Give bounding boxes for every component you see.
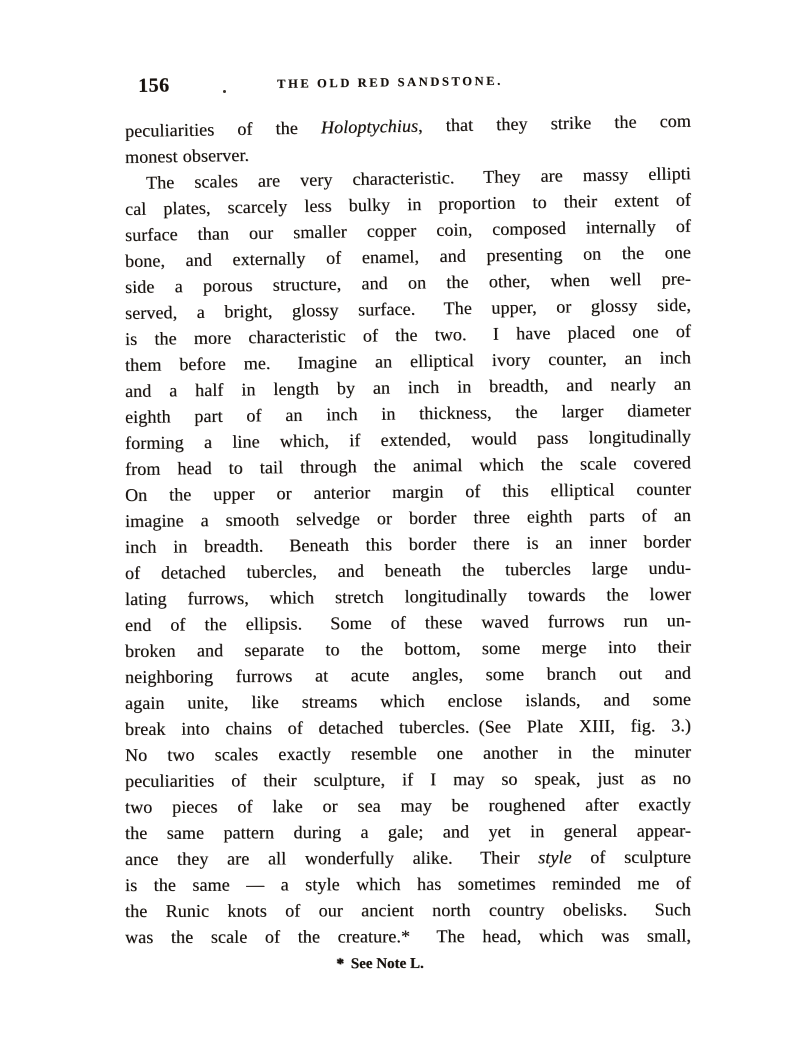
footnote-text: See Note L. xyxy=(350,955,424,973)
text-run: end of the ellipsis. Some of these waved furrows run un- xyxy=(124,610,692,635)
text-run: from head to tail through the animal which the scale covered xyxy=(124,452,692,479)
text-run: neighboring furrows at acute angles, some branch out and xyxy=(124,662,692,687)
text-run: of detached tubercles, and beneath the tubercles large undu- xyxy=(124,557,692,583)
text-run: two pieces of lake or sea may be roughened after exactly xyxy=(124,794,692,817)
text-run: was the scale of the creature.* The head, which was small, xyxy=(124,925,692,947)
text-run: imagine a smooth selvedge or border three eighth parts of an xyxy=(124,504,692,531)
text-line xyxy=(125,791,691,820)
text-run: monest observer. xyxy=(124,144,250,167)
text-run: them before me. Imagine an elliptical ivory counter, an inch xyxy=(124,347,692,375)
text-run: break into chains of detached tubercles. (See Plate XIII, fig. 3.) xyxy=(124,715,692,739)
text-run: ance they are all wonderfully alike. Their xyxy=(124,847,539,869)
italic-text-run: style xyxy=(538,847,572,868)
text-line xyxy=(125,739,691,768)
text-run: lating furrows, which stretch longitudinally towards the lower xyxy=(124,583,692,609)
text-run: is the same — a style which has sometimes reminded me of xyxy=(124,872,692,895)
text-line xyxy=(125,870,691,898)
text-run: forming a line which, if extended, would pass longitudinally xyxy=(124,426,692,453)
text-run: inch in breadth. Beneath this border there is an inner border xyxy=(124,531,692,557)
text-line xyxy=(125,686,691,716)
text-run: eighth part of an inch in thickness, the larger diameter xyxy=(124,399,692,427)
ink-speck xyxy=(223,90,226,93)
text-line xyxy=(125,765,691,794)
text-run: the Runic knots of our ancient north country obelisks. Such xyxy=(124,899,692,921)
footnote-asterisk: * xyxy=(336,956,344,973)
text-run: The scales are very characteristic. They are massy ellipti xyxy=(145,163,692,193)
text-line xyxy=(125,844,691,872)
text-run: the same pattern during a gale; and yet in general appear- xyxy=(124,820,692,843)
page-header xyxy=(125,66,691,100)
text-line xyxy=(125,923,691,950)
text-line xyxy=(125,817,691,846)
page-number: 156 xyxy=(137,74,170,97)
footnote xyxy=(97,955,663,974)
body-text xyxy=(124,110,692,950)
text-line xyxy=(125,896,691,924)
text-run: is the more characteristic of the two. I have placed one of xyxy=(124,320,692,349)
running-header: THE OLD RED SANDSTONE. xyxy=(276,73,503,91)
text-line xyxy=(125,712,691,742)
text-run: served, a bright, glossy surface. The upper, or glossy side, xyxy=(124,294,692,323)
text-run: peculiarities of their sculpture, if I may so speak, just as no xyxy=(124,767,692,791)
text-run: bone, and externally of enamel, and presenting on the one xyxy=(124,242,692,271)
text-run: broken and separate to the bottom, some merge into their xyxy=(124,636,692,661)
text-line xyxy=(125,660,691,690)
text-run: On the upper or anterior margin of this elliptical counter xyxy=(124,478,692,505)
text-run: of sculpture xyxy=(571,846,692,868)
text-run: side a porous structure, and on the other, when well pre- xyxy=(124,268,692,297)
text-run: again unite, like streams which enclose islands, and some xyxy=(124,688,692,713)
text-run: and a half in length by an inch in breadth, and nearly an xyxy=(124,373,692,401)
text-run: cal plates, scarcely less bulky in proportion to their extent of xyxy=(124,189,692,219)
text-run: peculiarities of the xyxy=(124,117,322,141)
text-run: , that they strike the com xyxy=(417,110,692,136)
text-run: surface than our smaller copper coin, composed internally of xyxy=(124,215,692,245)
text-run: No two scales exactly resemble one another in the minuter xyxy=(124,741,692,765)
italic-text-run: Holoptychius xyxy=(320,115,419,138)
